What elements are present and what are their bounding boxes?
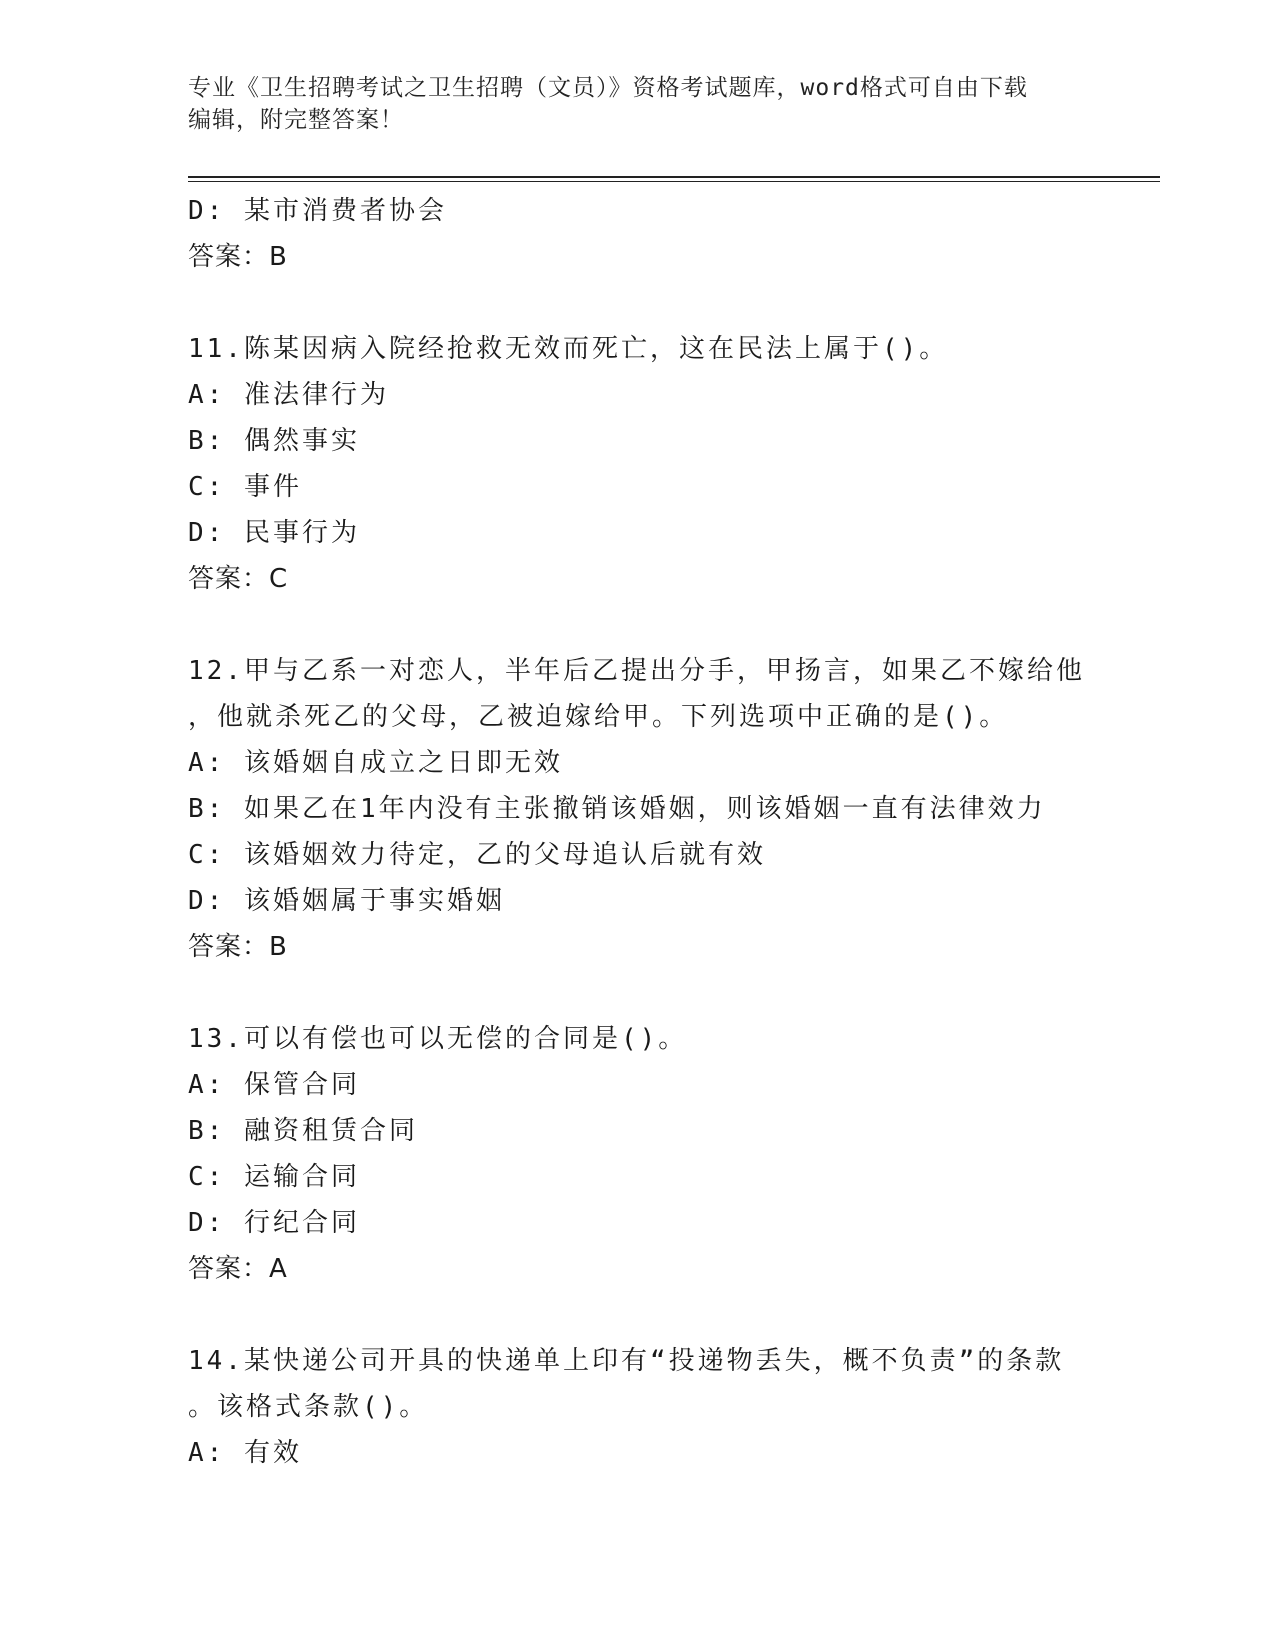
q12-option-d: D: 该婚姻属于事实婚姻 (188, 886, 505, 916)
q12-stem-line-2: ，他就杀死乙的父母，乙被迫嫁给甲。下列选项中正确的是()。 (188, 702, 1009, 732)
prev-answer: 答案：B (188, 242, 288, 272)
q12-stem-line-1: 12.甲与乙系一对恋人，半年后乙提出分手，甲扬言，如果乙不嫁给他 (188, 656, 1085, 686)
q14-stem-line-1: 14.某快递公司开具的快递单上印有“投递物丢失，概不负责”的条款 (188, 1346, 1065, 1376)
q13-option-b: B: 融资租赁合同 (188, 1116, 418, 1146)
q11-stem: 11.陈某因病入院经抢救无效而死亡，这在民法上属于()。 (188, 334, 949, 364)
header-divider-thick (188, 176, 1160, 178)
header-line-1: 专业《卫生招聘考试之卫生招聘（文员）》资格考试题库，word格式可自由下载 (188, 75, 1028, 101)
prev-option-d: D: 某市消费者协会 (188, 196, 447, 226)
q11-option-c: C: 事件 (188, 472, 302, 502)
document-header (188, 72, 1088, 136)
header-divider-thin (188, 181, 1160, 182)
q11-answer: 答案：C (188, 564, 289, 594)
q13-stem: 13.可以有偿也可以无偿的合同是()。 (188, 1024, 688, 1054)
q12-answer: 答案：B (188, 932, 288, 962)
q13-option-c: C: 运输合同 (188, 1162, 360, 1192)
q11-option-d: D: 民事行为 (188, 518, 360, 548)
q11-option-b: B: 偶然事实 (188, 426, 360, 456)
q13-option-a: A: 保管合同 (188, 1070, 360, 1100)
spacer (188, 280, 1088, 326)
q13-option-d: D: 行纪合同 (188, 1208, 360, 1238)
spacer (188, 970, 1088, 1016)
question-content (188, 188, 1088, 1476)
q11-option-a: A: 准法律行为 (188, 380, 389, 410)
q14-option-a: A: 有效 (188, 1438, 302, 1468)
spacer (188, 602, 1088, 648)
q14-stem-line-2: 。该格式条款()。 (188, 1392, 429, 1422)
q12-option-a: A: 该婚姻自成立之日即无效 (188, 748, 563, 778)
header-line-2: 编辑，附完整答案！ (188, 107, 404, 133)
q12-option-c: C: 该婚姻效力待定，乙的父母追认后就有效 (188, 840, 766, 870)
q12-option-b: B: 如果乙在1年内没有主张撤销该婚姻，则该婚姻一直有法律效力 (188, 794, 1046, 824)
spacer (188, 1292, 1088, 1338)
q13-answer: 答案：A (188, 1254, 288, 1284)
